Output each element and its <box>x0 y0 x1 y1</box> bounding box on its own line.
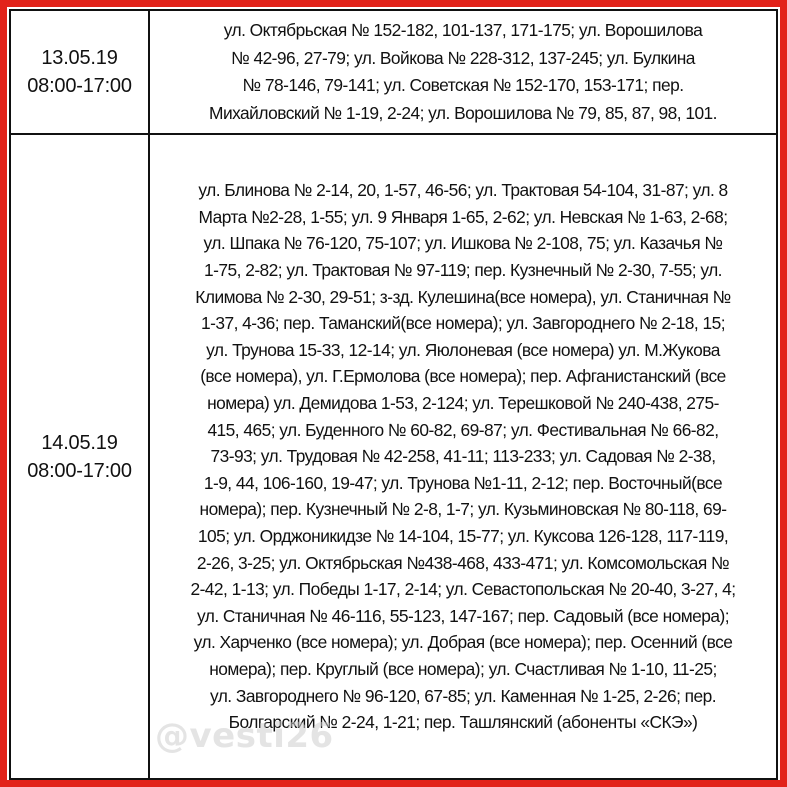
street-line: ул. Харченко (все номера); ул. Добрая (все номера); пер. Осенний (все <box>193 632 733 653</box>
time-text: 08:00-17:00 <box>27 75 132 97</box>
street-line: Болгарский № 2-24, 1-21; пер. Ташлянский (абоненты «СКЭ») <box>228 712 698 733</box>
date-text: 14.05.19 <box>41 431 118 454</box>
street-line: Климова № 2-30, 29-51; з-зд. Кулешина(все номера), ул. Станичная № <box>195 286 731 307</box>
street-line: 1-37, 4-36; пер. Таманский(все номера); ул. Завгороднего № 2-18, 15; <box>200 313 726 334</box>
streets-cell <box>149 134 777 779</box>
street-line: 2-26, 3-25; ул. Октябрьская №438-468, 433-471; ул. Комсомольская № <box>196 552 730 573</box>
street-line: (все номера), ул. Г.Ермолова (все номера); пер. Афганистанский (все <box>200 366 726 387</box>
date-cell <box>10 10 149 134</box>
street-line: Марта №2-28, 1-55; ул. 9 Января 1-65, 2-62; ул. Невская № 1-63, 2-68; <box>198 206 728 227</box>
street-line: 73-93; ул. Трудовая № 42-258, 41-11; 113-233; ул. Садовая № 2-38, <box>210 446 716 467</box>
street-line: номера) ул. Демидова 1-53, 2-124; ул. Терешковой № 240-438, 275- <box>207 393 719 414</box>
street-line: ул. Трунова 15-33, 12-14; ул. Яюлоневая (все номера) ул. М.Жукова <box>206 339 720 360</box>
date-text: 13.05.19 <box>41 47 118 69</box>
street-line: 105; ул. Орджоникидзе № 14-104, 15-77; ул. Куксова 126-128, 117-119, <box>197 525 729 546</box>
street-line: ул. Станичная № 46-116, 55-123, 147-167; пер. Садовый (все номера); <box>197 605 729 626</box>
street-line: 1-75, 2-82; ул. Трактовая № 97-119; пер. Кузнечный № 2-30, 7-55; ул. <box>204 260 722 281</box>
street-line: 415, 465; ул. Буденного № 60-82, 69-87; ул. Фестивальная № 66-82, <box>207 419 719 440</box>
street-line: № 78-146, 79-141; ул. Советская № 152-170, 153-171; пер. <box>242 75 684 95</box>
street-line: № 42-96, 27-79; ул. Войкова № 228-312, 137-245; ул. Булкина <box>231 47 695 68</box>
time-text: 08:00-17:00 <box>27 459 132 482</box>
streets-cell <box>149 10 777 134</box>
street-line: 1-9, 44, 106-160, 19-47; ул. Трунова №1-11, 2-12; пер. Восточный(все <box>203 472 723 493</box>
outage-schedule-table <box>9 9 778 780</box>
watermark: @vesti26 <box>155 716 334 756</box>
street-line: 2-42, 1-13; ул. Победы 1-17, 2-14; ул. Севастопольская № 20-40, 3-27, 4; <box>190 579 736 600</box>
street-line: ул. Октябрьская № 152-182, 101-137, 171-175; ул. Ворошилова <box>223 20 703 40</box>
street-line: номера); пер. Круглый (все номера); ул. Счастливая № 1-10, 11-25; <box>209 658 717 679</box>
street-line: ул. Завгороднего № 96-120, 67-85; ул. Каменная № 1-25, 2-26; пер. <box>209 685 717 706</box>
street-line: Михайловский № 1-19, 2-24; ул. Ворошилова № 79, 85, 87, 98, 101. <box>209 102 717 123</box>
date-cell <box>10 134 149 779</box>
table-row <box>10 10 777 134</box>
street-line: номера); пер. Кузнечный № 2-8, 1-7; ул. Кузьминовская № 80-118, 69- <box>199 499 727 520</box>
street-line: ул. Блинова № 2-14, 20, 1-57, 46-56; ул. Трактовая 54-104, 31-87; ул. 8 <box>198 180 728 201</box>
street-line: ул. Шпака № 76-120, 75-107; ул. Ишкова № 2-108, 75; ул. Казачья № <box>203 233 723 254</box>
table-row <box>10 134 777 779</box>
